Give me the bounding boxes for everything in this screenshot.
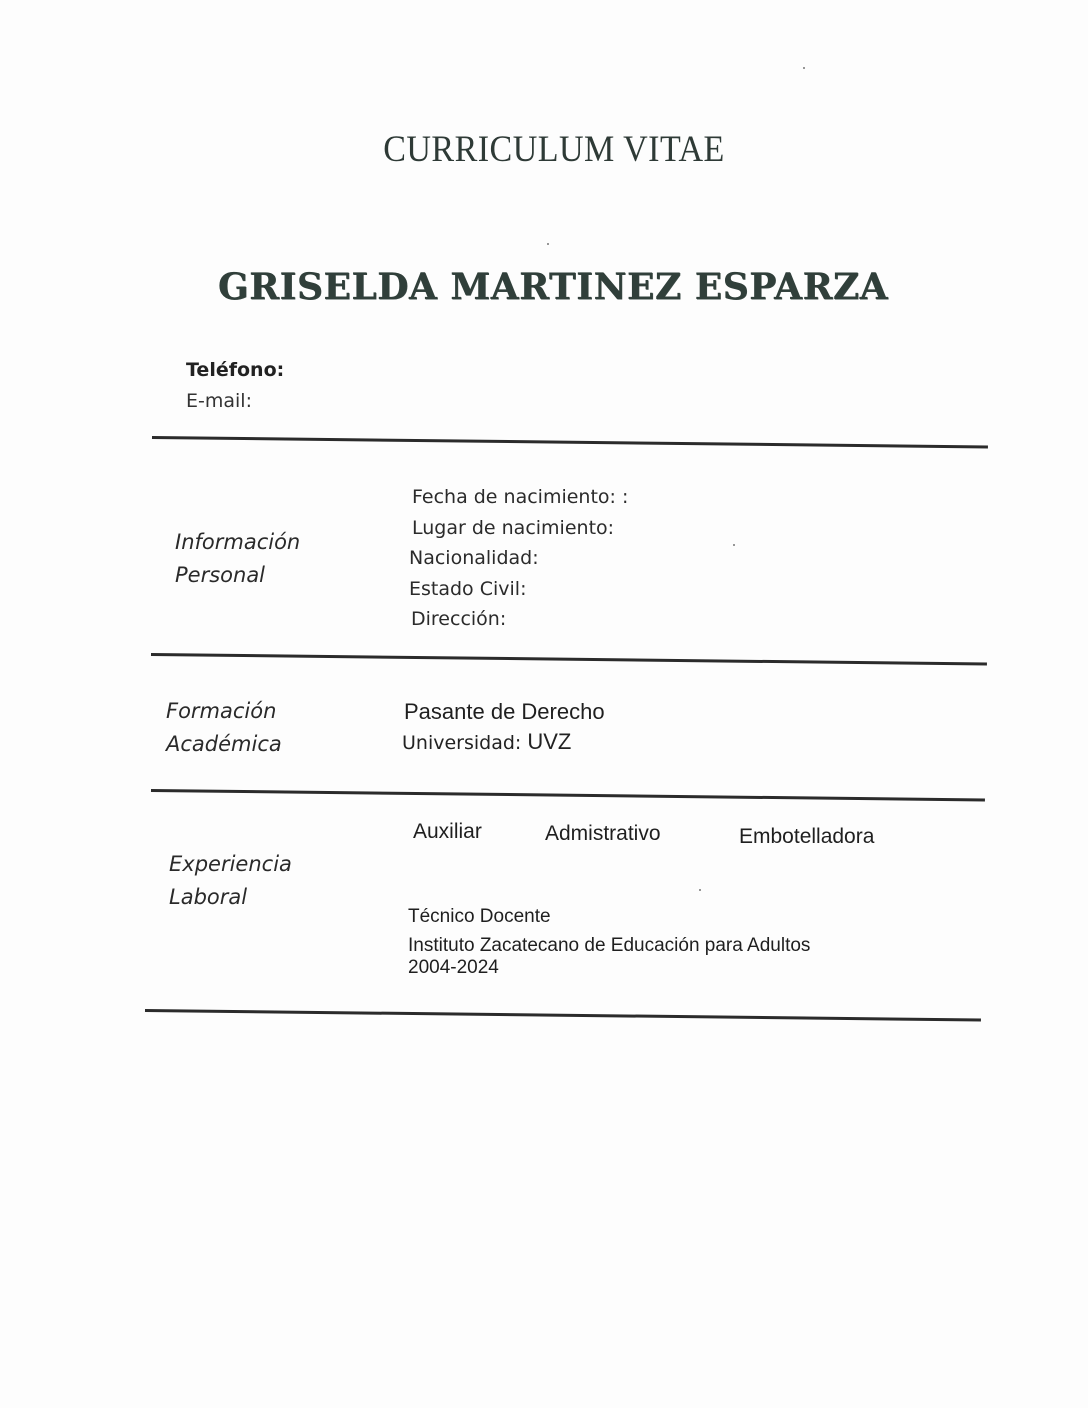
job2-years: 2004-2024: [408, 957, 499, 978]
document-title: CURRICULUM VITAE: [383, 129, 725, 170]
work-heading-line2: Laboral: [169, 885, 248, 909]
scan-speck: [803, 67, 805, 69]
university-value: UVZ: [527, 729, 572, 754]
person-name: GRISELDA MARTINEZ ESPARZA: [217, 266, 889, 308]
phone-label: Teléfono:: [186, 359, 285, 381]
personal-info-heading-line1: Información: [175, 530, 301, 554]
work-heading: [169, 848, 292, 914]
personal-info-heading: [175, 526, 300, 592]
personal-info-heading-line2: Personal: [175, 563, 266, 587]
marital-status-field: Estado Civil:: [409, 578, 527, 600]
academic-heading-line2: Académica: [166, 732, 282, 756]
academic-heading: [166, 695, 282, 761]
job1-title: Auxiliar: [413, 820, 482, 843]
scan-speck: [733, 544, 735, 546]
scan-speck: [699, 889, 701, 891]
academic-heading-line1: Formación: [166, 699, 277, 723]
birth-place-field: Lugar de nacimiento:: [412, 517, 615, 539]
work-heading-line1: Experiencia: [169, 852, 292, 876]
section-divider: [152, 436, 988, 448]
university-label: Universidad:: [402, 732, 522, 754]
job2-company: Instituto Zacatecano de Educación para Adultos: [408, 935, 811, 956]
scan-speck: [547, 243, 549, 245]
section-divider: [145, 1009, 981, 1021]
section-divider: [151, 789, 985, 801]
email-label: E-mail:: [186, 390, 252, 412]
address-field: Dirección:: [411, 608, 507, 630]
job1-company: Embotelladora: [739, 825, 875, 848]
nationality-field: Nacionalidad:: [409, 547, 539, 569]
job2-title: Técnico Docente: [408, 906, 551, 927]
university-line: [402, 729, 571, 755]
birth-date-field: Fecha de nacimiento: :: [412, 486, 629, 508]
section-divider: [151, 653, 987, 665]
degree: Pasante de Derecho: [404, 699, 605, 724]
job1-role: Admistrativo: [545, 822, 661, 845]
